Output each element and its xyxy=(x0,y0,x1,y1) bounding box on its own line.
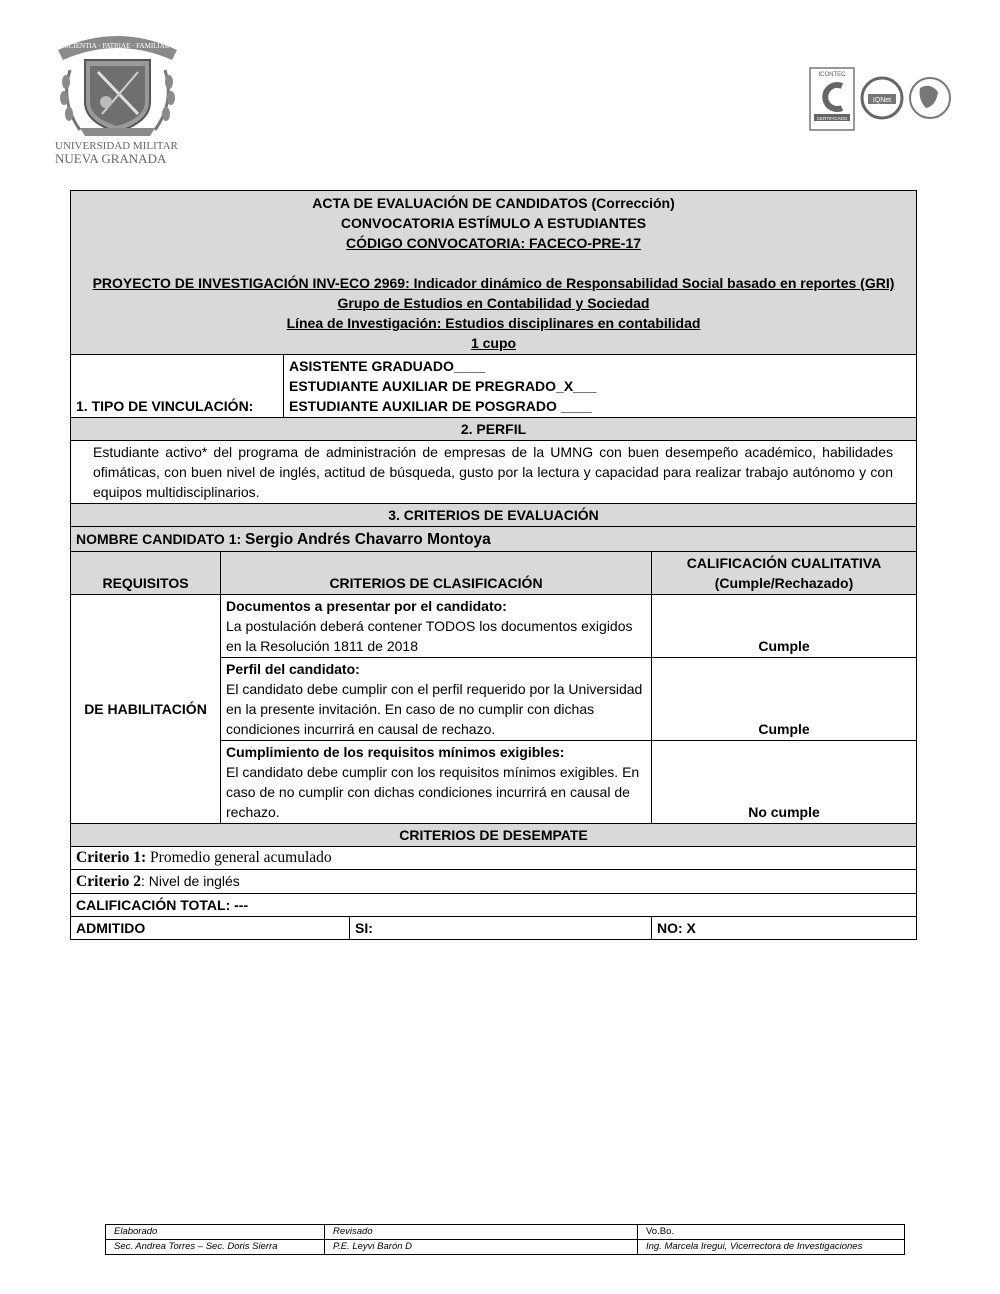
criterios-title-row xyxy=(71,504,917,527)
convocatoria-code: CÓDIGO CONVOCATORIA: FACECO-PRE-17 xyxy=(345,235,642,251)
criterion-result: Cumple xyxy=(652,658,917,741)
footer-elaborado: Elaborado xyxy=(106,1225,325,1240)
desempate-title: CRITERIOS DE DESEMPATE xyxy=(71,824,917,847)
icontec-label: ICONTEC xyxy=(818,72,846,78)
approval-footer xyxy=(105,1224,905,1255)
convocatoria-title: CONVOCATORIA ESTÍMULO A ESTUDIANTES xyxy=(340,215,647,231)
perfil-text: Estudiante activo* del programa de administración de empresas de la UMNG con buen desempeño académico, habilidades ofimáticas, con buen nivel de inglés, actitud de búsqueda, gusto por la lectura y capacidad para realizar trabajo autónomo y con equipos multidisciplinarios. xyxy=(71,441,917,504)
footer-header-row xyxy=(106,1225,905,1240)
university-logo xyxy=(50,22,185,167)
vinculacion-label: 1. TIPO DE VINCULACIÓN: xyxy=(71,355,284,418)
footer-revisado-value: P.E. Leyvi Barón D xyxy=(325,1240,638,1255)
certificado-label: CERTIFICADO xyxy=(816,116,848,121)
criterion-body: La postulación deberá contener TODOS los documentos exigidos en la Resolución 1811 de 2018 xyxy=(226,618,633,654)
footer-values-row xyxy=(106,1240,905,1255)
perfil-title-row xyxy=(71,418,917,441)
research-group: Grupo de Estudios en Contabilidad y Sociedad xyxy=(337,295,650,311)
criterion-title: Cumplimiento de los requisitos mínimos exigibles: xyxy=(226,744,565,760)
motto-text: SCIENTIA · PATRIAE · FAMILIAE xyxy=(64,42,170,50)
desempate-title-row xyxy=(71,824,917,847)
col-criterios: CRITERIOS DE CLASIFICACIÓN xyxy=(221,552,652,595)
desempate-criterio-1-row xyxy=(71,847,917,870)
candidate-name: Sergio Andrés Chavarro Montoya xyxy=(245,531,491,548)
research-line: Línea de Investigación: Estudios disciplinares en contabilidad xyxy=(286,315,701,331)
footer-revisado: Revisado xyxy=(325,1225,638,1240)
cupo-count: 1 cupo xyxy=(470,335,517,351)
criterion-title: Documentos a presentar por el candidato: xyxy=(226,598,507,614)
perfil-title: 2. PERFIL xyxy=(71,418,917,441)
candidate-row xyxy=(71,527,917,552)
criterion-body: El candidato debe cumplir con los requisitos mínimos exigibles. En caso de no cumplir con dichas condiciones incurrirá en causal de rechazo. xyxy=(226,764,640,820)
criterio-1-text: Promedio general acumulado xyxy=(146,849,332,866)
option-auxiliar-posgrado: ESTUDIANTE AUXILIAR DE POSGRADO ____ xyxy=(289,398,592,414)
criterios-title: 3. CRITERIOS DE EVALUACIÓN xyxy=(71,504,917,527)
vinculacion-row xyxy=(71,355,917,418)
certification-logos xyxy=(808,64,956,134)
criterion-result: Cumple xyxy=(652,595,917,658)
university-name-line1: UNIVERSIDAD MILITAR xyxy=(55,140,178,152)
admitido-row xyxy=(71,917,917,940)
candidate-label: NOMBRE CANDIDATO 1: xyxy=(76,531,242,547)
footer-vobo: Vo.Bo. xyxy=(638,1225,905,1240)
criterio-1-label: Criterio 1: xyxy=(76,849,147,866)
col-calificacion: CALIFICACIÓN CUALITATIVA xyxy=(686,555,882,571)
admitido-no: NO: X xyxy=(652,917,917,940)
criterio-2-text: : Nivel de inglés xyxy=(140,873,240,889)
habilitacion-label: DE HABILITACIÓN xyxy=(71,595,221,824)
form-title: ACTA DE EVALUACIÓN DE CANDIDATOS (Corrección) xyxy=(312,195,675,211)
col-calificacion-sub: (Cumple/Rechazado) xyxy=(714,575,854,591)
footer-vobo-value: Ing. Marcela Iregui, Vicerrectora de Investigaciones xyxy=(638,1240,905,1255)
option-auxiliar-pregrado: ESTUDIANTE AUXILIAR DE PREGRADO_X___ xyxy=(289,378,597,394)
university-name-line2: NUEVA GRANADA xyxy=(55,151,167,166)
criteria-header-row xyxy=(71,552,917,595)
project-title: PROYECTO DE INVESTIGACIÓN INV-ECO 2969: Indicador dinámico de Responsabilidad Social basado en reportes (GRI) xyxy=(92,275,895,291)
desempate-criterio-2-row xyxy=(71,870,917,894)
col-requisitos: REQUISITOS xyxy=(71,552,221,595)
admitido-label: ADMITIDO xyxy=(71,917,350,940)
perfil-text-row xyxy=(71,441,917,504)
form-header-row xyxy=(71,191,917,355)
total-label: CALIFICACIÓN TOTAL: --- xyxy=(71,894,917,917)
criterion-result: No cumple xyxy=(652,741,917,824)
criterio-2-label: Criterio 2 xyxy=(76,873,141,890)
total-row xyxy=(71,894,917,917)
iqnet-label: IQNet xyxy=(872,97,892,104)
option-asistente-graduado: ASISTENTE GRADUADO____ xyxy=(289,358,486,374)
evaluation-form xyxy=(70,190,917,940)
admitido-si: SI: xyxy=(350,917,652,940)
criteria-row xyxy=(71,595,917,658)
criterion-title: Perfil del candidato: xyxy=(226,661,360,677)
footer-elaborado-value: Sec. Andrea Torres – Sec. Doris Sierra xyxy=(106,1240,325,1255)
criterion-body: El candidato debe cumplir con el perfil requerido por la Universidad en la presente invitación. En caso de no cumplir con dichas condiciones incurrirá en causal de rechazo. xyxy=(226,681,643,737)
